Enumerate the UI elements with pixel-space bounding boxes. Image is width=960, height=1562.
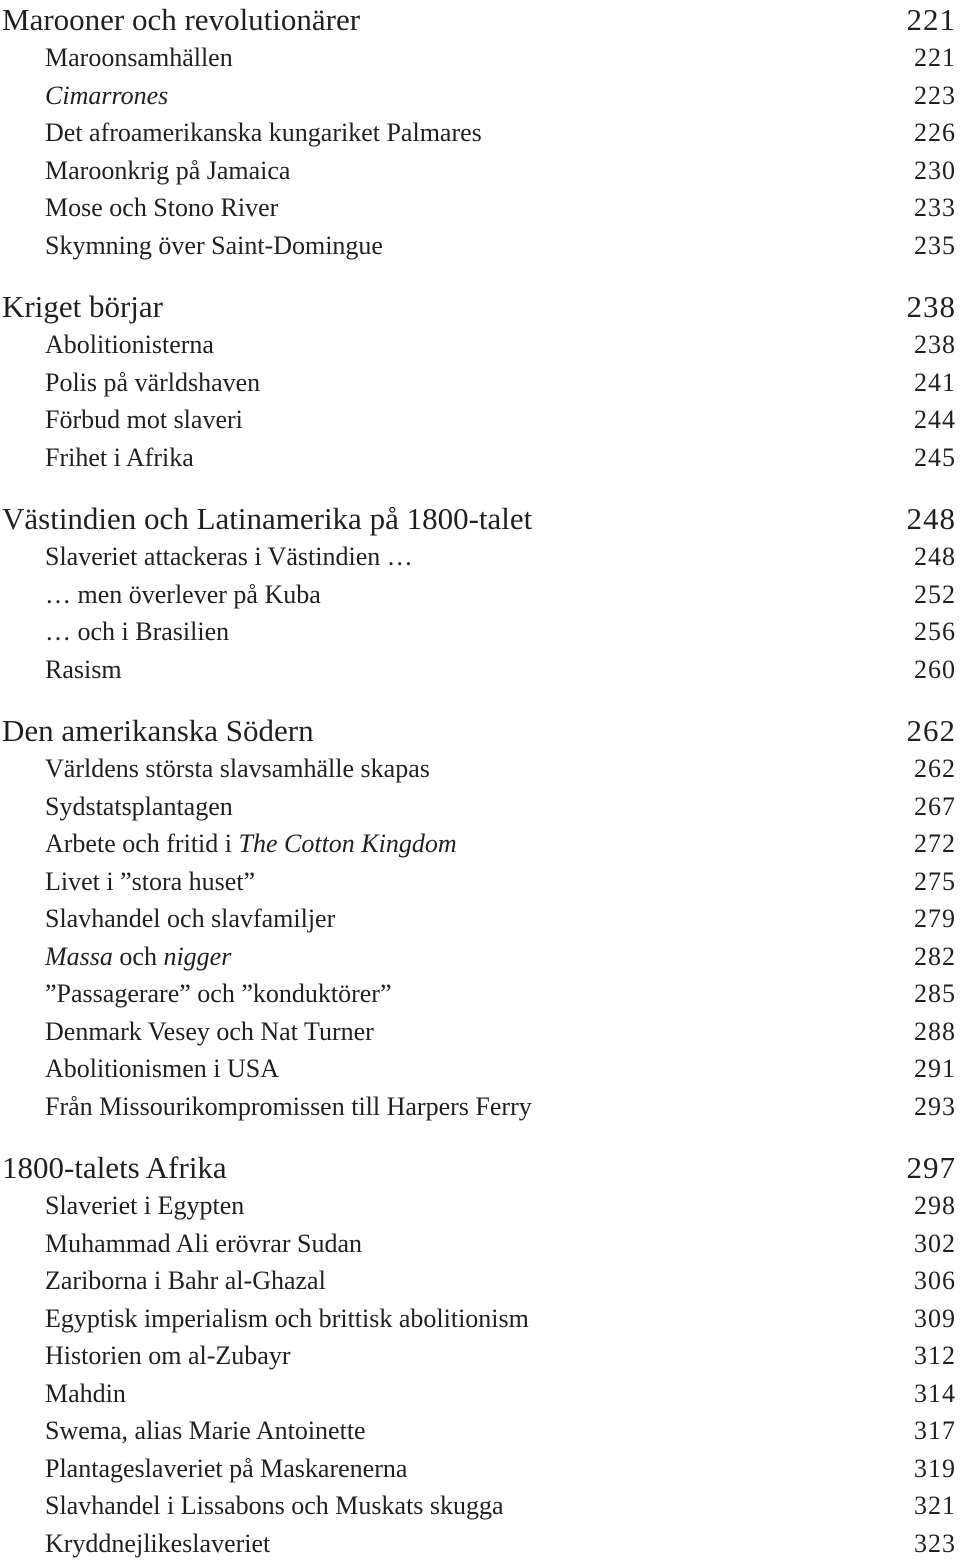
section-title <box>0 1089 532 1125</box>
page-number: 235 <box>914 230 956 260</box>
page-number: 221 <box>906 2 956 37</box>
section-title <box>0 1263 326 1299</box>
title-text: Från Missourikompromissen till Harpers Ferry <box>45 1091 532 1121</box>
toc-chapter-entry <box>0 499 956 539</box>
page-number: 226 <box>914 118 956 147</box>
page-number: 230 <box>914 155 956 185</box>
toc-chapter-entry <box>0 1148 956 1188</box>
title-text: … och i Brasilien <box>45 617 230 646</box>
section-title <box>0 789 233 825</box>
section-title <box>0 1226 362 1262</box>
section-title <box>0 115 482 151</box>
title-text: Livet i ”stora huset” <box>45 866 256 896</box>
page-number: 282 <box>914 941 956 971</box>
page-number: 241 <box>914 367 956 397</box>
chapter-title <box>0 499 532 539</box>
section-title <box>0 577 321 613</box>
toc-section-entry <box>0 1188 956 1224</box>
toc-section-entry <box>0 652 956 688</box>
toc-section-entry <box>0 976 956 1012</box>
title-text: Maroonsamhällen <box>45 43 233 72</box>
toc-section-entry <box>0 228 956 264</box>
page-number: 297 <box>906 1150 956 1185</box>
page-number: 272 <box>914 829 956 858</box>
page-number: 319 <box>914 1453 956 1483</box>
page-number: 223 <box>914 80 956 110</box>
page-number: 285 <box>914 979 956 1008</box>
toc-section-entry <box>0 826 956 862</box>
page-number: 288 <box>914 1016 956 1046</box>
section-title <box>0 976 392 1012</box>
toc-section-entry <box>0 1526 956 1562</box>
title-text: Zariborna i Bahr al-Ghazal <box>45 1266 326 1295</box>
section-title <box>0 1188 244 1224</box>
title-text: Plantageslaveriet på Maskarenerna <box>45 1453 408 1483</box>
section-title <box>0 652 122 688</box>
page-number: 309 <box>914 1303 956 1333</box>
section-title <box>0 1488 504 1524</box>
page-number: 244 <box>914 405 956 434</box>
section-title <box>0 153 290 189</box>
title-text: Maroonkrig på Jamaica <box>45 155 291 185</box>
toc-section-entry <box>0 1263 956 1299</box>
page-number: 321 <box>914 1491 956 1520</box>
title-text: Polis på världshaven <box>45 367 261 397</box>
toc-section-entry <box>0 365 956 401</box>
section-title <box>0 826 457 862</box>
section-title <box>0 327 214 363</box>
chapter-title <box>0 1148 227 1188</box>
section-title <box>0 365 260 401</box>
section-title <box>0 1014 374 1050</box>
toc-section-entry <box>0 751 956 787</box>
section-title <box>0 1451 407 1487</box>
title-text: Arbete och fritid i <box>45 829 239 858</box>
page-number: 248 <box>914 542 956 571</box>
title-text: Marooner och revolutionärer <box>2 2 361 37</box>
page-number: 262 <box>914 754 956 783</box>
title-text: och <box>112 941 164 971</box>
page-number: 306 <box>914 1266 956 1295</box>
page-number: 256 <box>914 617 956 646</box>
section-title <box>0 228 383 264</box>
toc-section-entry <box>0 939 956 975</box>
toc-section-entry <box>0 1488 956 1524</box>
section-title <box>0 901 335 937</box>
title-text: … men överlever på Kuba <box>45 579 321 609</box>
page-number: 293 <box>914 1091 956 1121</box>
section-title <box>0 1301 529 1337</box>
page-number: 279 <box>914 904 956 933</box>
title-text: Cimarrones <box>45 80 169 110</box>
title-text: Abolitionisterna <box>45 330 214 359</box>
page-number: 238 <box>906 289 956 324</box>
title-text: Sydstatsplantagen <box>45 791 233 821</box>
title-text: Mahdin <box>45 1378 126 1408</box>
section-title <box>0 78 168 114</box>
toc-section-entry <box>0 190 956 226</box>
toc-section-entry <box>0 115 956 151</box>
section-title <box>0 1413 366 1449</box>
toc-section-entry <box>0 1301 956 1337</box>
page-number: 317 <box>914 1416 956 1445</box>
title-text: Kryddnejlikeslaveriet <box>45 1528 271 1558</box>
title-text: Slavhandel och slavfamiljer <box>45 904 336 933</box>
title-text: Slavhandel i Lissabons och Muskats skugga <box>45 1491 504 1520</box>
title-text: Muhammad Ali erövrar Sudan <box>45 1228 362 1258</box>
toc-section-entry <box>0 1089 956 1125</box>
section-title <box>0 539 413 575</box>
toc-chapter-entry <box>0 711 956 751</box>
toc-section-entry <box>0 1051 956 1087</box>
toc-section-entry <box>0 1014 956 1050</box>
page-number: 298 <box>914 1191 956 1220</box>
title-text: Skymning över Saint-Domingue <box>45 230 383 260</box>
title-text: nigger <box>163 941 232 971</box>
title-text: Den amerikanska Södern <box>2 713 314 748</box>
page-number: 312 <box>914 1341 956 1370</box>
section-title <box>0 939 231 975</box>
title-text: Kriget börjar <box>2 289 163 324</box>
chapter-title <box>0 711 314 751</box>
page-number: 302 <box>914 1228 956 1258</box>
toc-section-entry <box>0 440 956 476</box>
page-number: 260 <box>914 654 956 684</box>
page-number: 275 <box>914 866 956 896</box>
page-number: 323 <box>914 1528 956 1558</box>
toc-section-entry <box>0 78 956 114</box>
toc-section-entry <box>0 1413 956 1449</box>
title-text: Abolitionismen i USA <box>45 1054 280 1083</box>
toc-section-entry <box>0 864 956 900</box>
title-text: 1800-talets Afrika <box>2 1150 227 1185</box>
title-text: Massa <box>45 941 113 971</box>
section-title <box>0 751 430 787</box>
title-text: ”Passagerare” och ”konduktörer” <box>45 979 392 1008</box>
title-text: Denmark Vesey och Nat Turner <box>45 1016 374 1046</box>
title-text: Egyptisk imperialism och brittisk abolitionism <box>45 1303 529 1333</box>
toc-section-entry <box>0 1451 956 1487</box>
title-text: Historien om al-Zubayr <box>45 1341 291 1370</box>
page-number: 314 <box>914 1378 956 1408</box>
page-number: 233 <box>914 193 956 222</box>
toc-section-entry <box>0 40 956 76</box>
page-number: 238 <box>914 330 956 359</box>
toc-section-entry <box>0 402 956 438</box>
toc-section-entry <box>0 1338 956 1374</box>
title-text: Världens största slavsamhälle skapas <box>45 754 430 783</box>
section-title <box>0 1051 279 1087</box>
section-title <box>0 1338 291 1374</box>
chapter-title <box>0 287 163 327</box>
toc-section-entry <box>0 577 956 613</box>
toc-chapter-entry <box>0 0 956 40</box>
title-text: The Cotton Kingdom <box>238 829 457 858</box>
title-text: Swema, alias Marie Antoinette <box>45 1416 366 1445</box>
toc-section-entry <box>0 539 956 575</box>
toc-section-entry <box>0 153 956 189</box>
page-number: 221 <box>914 43 956 72</box>
title-text: Förbud mot slaveri <box>45 405 243 434</box>
section-title <box>0 402 243 438</box>
title-text: Rasism <box>45 654 122 684</box>
page-number: 252 <box>914 579 956 609</box>
title-text: Mose och Stono River <box>45 193 279 222</box>
page-number: 267 <box>914 791 956 821</box>
section-title <box>0 190 278 226</box>
title-text: Slaveriet attackeras i Västindien … <box>45 542 413 571</box>
chapter-title <box>0 0 360 40</box>
page-number: 262 <box>906 713 956 748</box>
section-title <box>0 1526 270 1562</box>
page-number: 291 <box>914 1054 956 1083</box>
section-title <box>0 1376 126 1412</box>
section-title <box>0 614 229 650</box>
toc-section-entry <box>0 901 956 937</box>
title-text: Frihet i Afrika <box>45 442 194 472</box>
toc-section-entry <box>0 789 956 825</box>
toc-chapter-entry <box>0 287 956 327</box>
page-number: 245 <box>914 442 956 472</box>
section-title <box>0 440 194 476</box>
toc-section-entry <box>0 614 956 650</box>
title-text: Slaveriet i Egypten <box>45 1191 245 1220</box>
toc-section-entry <box>0 1226 956 1262</box>
toc-section-entry <box>0 327 956 363</box>
section-title <box>0 40 233 76</box>
title-text: Det afroamerikanska kungariket Palmares <box>45 118 482 147</box>
title-text: Västindien och Latinamerika på 1800-talet <box>2 501 533 536</box>
toc-section-entry <box>0 1376 956 1412</box>
section-title <box>0 864 255 900</box>
page-number: 248 <box>906 501 956 536</box>
